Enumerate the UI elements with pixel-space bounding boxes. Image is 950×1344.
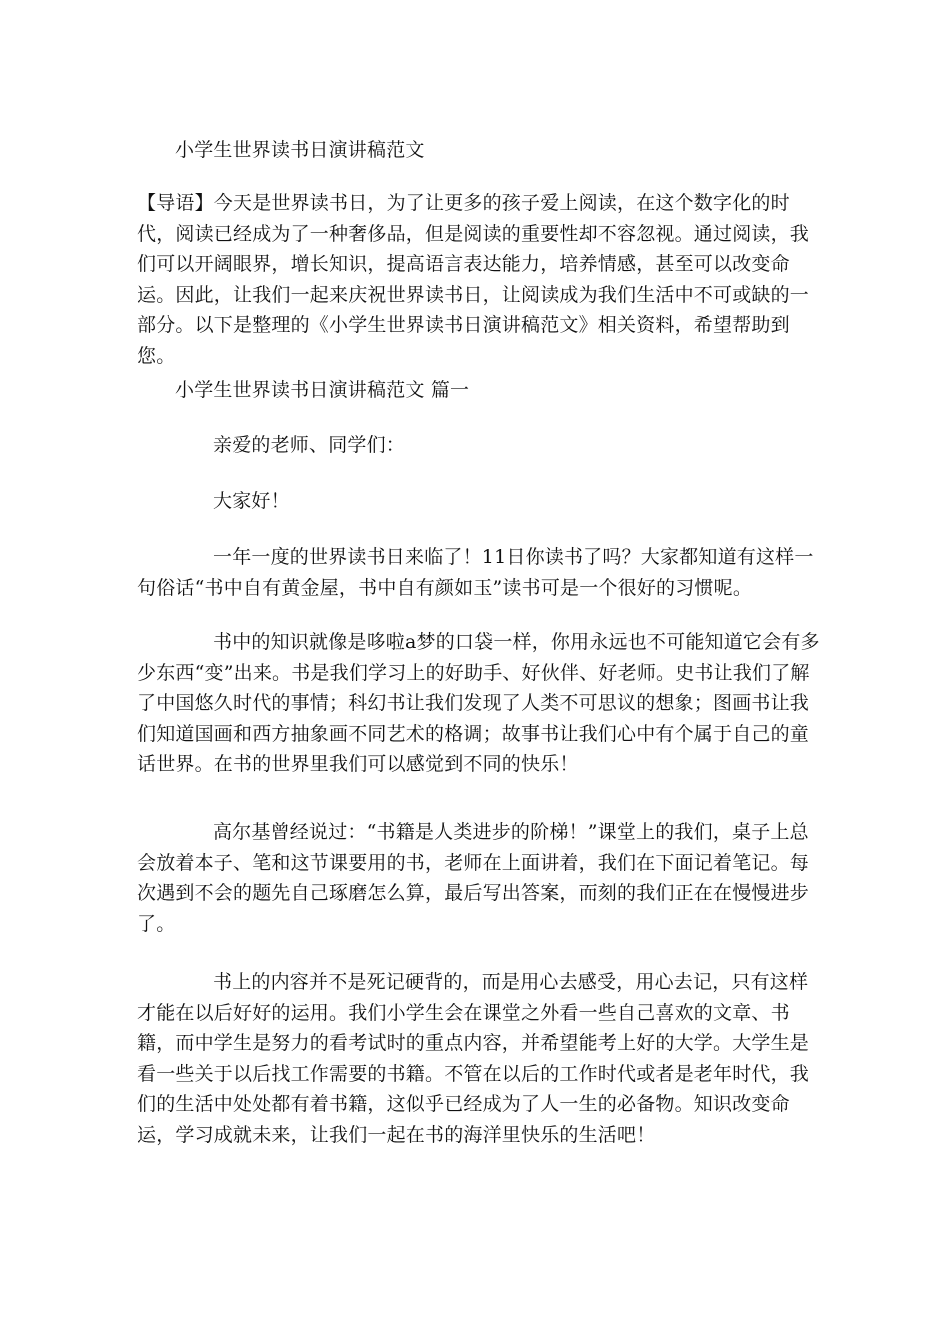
body-paragraph-3: 高尔基曾经说过：“书籍是人类进步的阶梯！”课堂上的我们，桌子上总会放着本子、笔和这节课要用的书，老师在上面讲着，我们在下面记着笔记。每次遇到不会的题先自己琢磨怎么算，最后写出答案，而刻的我们正在在慢慢进步了。 [137,821,810,935]
intro-paragraph: 【导语】今天是世界读书日，为了让更多的孩子爱上阅读，在这个数字化的时代，阅读已经成为了一种奢侈品，但是阅读的重要性却不容忽视。通过阅读，我们可以开阔眼界，增长知识，提高语言表达能力，培养情感，甚至可以改变命运。因此，让我们一起来庆祝世界读书日，让阅读成为我们生活中不可或缺的一部分。以下是整理的《小学生世界读书日演讲稿范文》相关资料，希望帮助到您。 [137,192,810,367]
body-paragraph-1: 一年一度的世界读书日来临了！11日你读书了吗？大家都知道有这样一句俗话“书中自有黄金屋，书中自有颜如玉”读书可是一个很好的习惯呢。 [137,546,814,599]
document-title: 小学生世界读书日演讲稿范文 [175,139,425,161]
body-paragraph-2: 书中的知识就像是哆啦a梦的口袋一样，你用永远也不可能知道它会有多少东西“变”出来。书是我们学习上的好助手、好伙伴、好老师。史书让我们了解了中国悠久时代的事情；科幻书让我们发现了人类不可思议的想象；图画书让我们知道国画和西方抽象画不同艺术的格调；故事书让我们心中有个属于自己的童话世界。在书的世界里我们可以感觉到不同的快乐！ [137,631,820,775]
salutation: 亲爱的老师、同学们： [213,434,406,456]
body-paragraph-4: 书上的内容并不是死记硬背的，而是用心去感受，用心去记，只有这样才能在以后好好的运用。我们小学生会在课堂之外看一些自己喜欢的文章、书籍，而中学生是努力的看考试时的重点内容，并希望能考上好的大学。大学生是看一些关于以后找工作需要的书籍。不管在以后的工作时代或者是老年时代，我们的生活中处处都有着书籍，这似乎已经成为了人一生的必备物。知识改变命运，学习成就未来，让我们一起在书的海洋里快乐的生活吧！ [137,971,810,1146]
section-heading: 小学生世界读书日演讲稿范文 篇一 [175,379,470,401]
greeting: 大家好！ [213,490,290,512]
